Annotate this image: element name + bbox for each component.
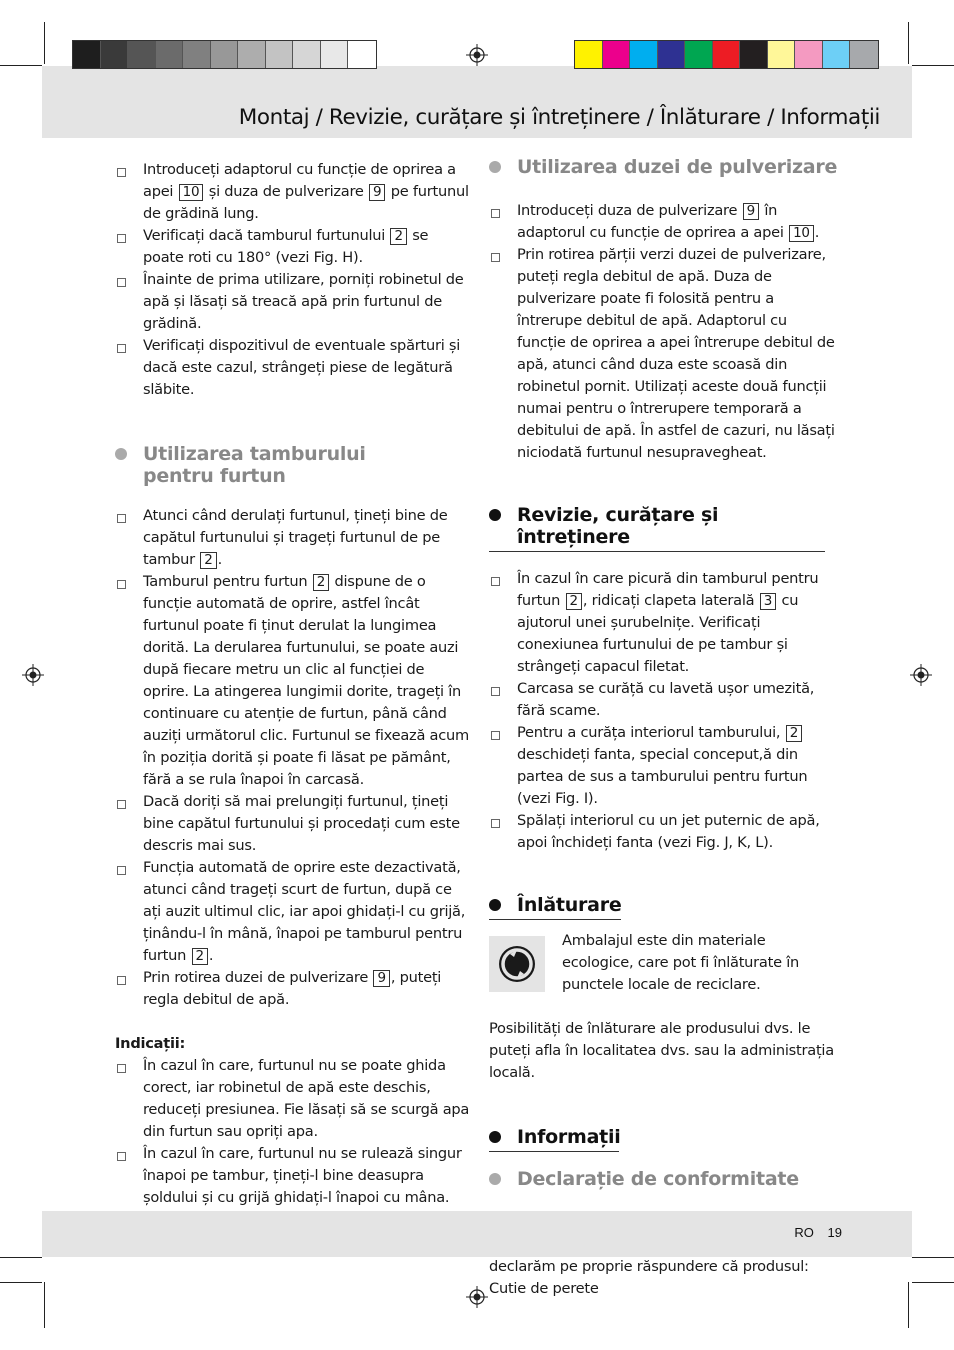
crop-mark [912,65,954,66]
page-footer [794,1225,842,1240]
section-heading-conformity: Declarație de conformitate [489,1168,839,1190]
part-number-ref: 2 [200,552,216,569]
part-number-ref: 10 [179,184,204,201]
part-number-ref: 2 [390,228,406,245]
list-item [115,1143,470,1209]
color-swatch [266,41,294,68]
disposal-block [489,930,839,996]
part-number-ref: 9 [743,203,759,220]
list-item-text: Înainte de prima utilizare, porniți robinetul de apă și lăsați să treacă apă prin furtunul de grădină. [143,271,464,332]
list-item-text: , puteți regla debitul de apă. [143,969,442,1008]
list-item-text: Introduceți duza de pulverizare [517,202,742,219]
list-item-text: Dacă doriți să mai prelungiți furtunul, țineți bine capătul furtunului și procedați cum este descris mai sus. [143,793,460,854]
list-item-text: Tamburul pentru furtun [143,573,312,590]
color-swatch [73,41,101,68]
part-number-ref: 9 [373,970,389,987]
list-item-text: Prin rotirea părții verzi duzei de pulverizare, puteți regla debitul de apă. Duza de pulverizare poate fi folosită pentru a întrerupe debitul de apă. Adaptorul cu funcție de oprirea a apei întrerupe debitul de apă, atunci când duza este scoasă din robinetul pornit. Utilizați aceste două funcții numai pentru o întrerupere temporară a debitului de apă. În astfel de cazuri, nu lăsați niciodată furtunul nesupravegheat. [517,246,835,461]
list-item [115,571,470,791]
list-item [115,269,470,335]
crop-mark [44,1282,45,1328]
list-item-text: Spălați interiorul cu un jet puternic de apă, apoi închideți fanta (vezi Fig. J, K, L). [517,812,820,851]
color-swatch [795,41,823,68]
green-dot-recycling-icon [489,936,545,992]
part-number-ref: 2 [566,593,582,610]
list-item-text: deschideți fanta, special conceput,ă din partea de sus a tamburului pentru furtun (vezi Fig. I). [517,746,808,807]
right-column [489,156,839,1300]
part-number-ref: 9 [369,184,385,201]
notes-label: Indicații: [115,1035,186,1052]
list-item [115,967,470,1011]
list-item-text: . [217,551,223,568]
list-item-text: în adaptorul cu funcție de oprirea a apei [517,202,789,241]
list-item [115,1055,470,1143]
registration-mark-icon [910,664,932,686]
list-item-text: , ridicați clapeta laterală [582,592,759,609]
list-item [115,505,470,571]
list-item [489,678,839,722]
color-swatch [183,41,211,68]
part-number-ref: 2 [786,725,802,742]
crop-mark [44,22,45,64]
color-swatch [850,41,878,68]
list-item-text: . [814,224,820,241]
list-item-text: Verificați dacă tamburul furtunului [143,227,390,244]
list-item-text: se poate roti cu 180° (vezi Fig. H). [143,227,429,266]
crop-mark [912,1282,954,1283]
color-swatch [768,41,796,68]
list-item [489,568,839,678]
notes-list [115,1055,470,1209]
list-item-text: pe furtunul de grădină lung. [143,183,469,222]
color-swatch [156,41,184,68]
list-item-text: Funcția automată de oprire este dezactivată, atunci când trageți scurt de furtun, după ce ați auzit ultimul clic, iar apoi ghidați-l cu grijă, ținându-l în mână, înapoi pe tamburul pentru furtun [143,859,466,964]
registration-mark-icon [466,44,488,66]
crop-mark [0,1257,42,1258]
list-item [489,722,839,810]
color-swatch [740,41,768,68]
list-item [115,335,470,401]
crop-mark [0,1282,42,1283]
assembly-steps-list [115,159,470,401]
color-swatch [101,41,129,68]
crop-mark [0,65,42,66]
page-title: Montaj / Revizie, curățare și întreținere / Înlăturare / Informații [238,105,880,130]
list-item-text: cu ajutorul unei șurubelnițe. Verificați conexiunea furtunului de pe tambur și strângeți capacul filetat. [517,592,799,675]
crop-mark [908,22,909,64]
maintenance-list [489,568,839,854]
hose-reel-list [115,505,470,1011]
part-number-ref: 10 [789,225,814,242]
list-item [489,810,839,854]
color-swatch [658,41,686,68]
list-item-text: Carcasa se curăță cu lavetă ușor umezită, fără scame. [517,680,815,719]
section-heading-spray-nozzle: Utilizarea duzei de pulverizare [489,156,839,178]
list-item-text: Introduceți adaptorul cu funcție de oprirea a apei [143,161,456,200]
crop-mark [912,1257,954,1258]
conformity-paragraph: declarăm pe proprie răspundere că produsul: Cutie de perete [489,1258,809,1297]
color-swatch [238,41,266,68]
left-column [115,159,470,1209]
list-item-text: Verificați dispozitivul de eventuale spărturi și dacă este cazul, strângeți piese de legătură slăbite. [143,337,461,398]
color-swatch [603,41,631,68]
color-swatch [321,41,349,68]
list-item-text: dispune de o funcție automată de oprire, astfel încât furtunul poate fi ținut derulat la lungimea dorită. La derularea furtunului, se poate auzi după fiecare metru un clic al funcției de oprire. La atingerea lungimii dorite, trageți în continuare cu atenție de furtun, până când auziți următorul clic. Furtunul se fixează acum în poziția dorită și poate fi lăsat pe pământ, fără a se rula înapoi în carcasă. [143,573,469,788]
part-number-ref: 2 [313,574,329,591]
section-heading-hose-reel: Utilizarea tamburului pentru furtun [115,443,415,487]
color-swatch [713,41,741,68]
section-heading-disposal: Înlăturare [489,894,839,916]
disposal-packaging-text: Ambalajul este din materiale ecologice, care pot fi înlăturate în punctele locale de reciclare. [562,932,800,993]
color-swatch [293,41,321,68]
list-item [115,159,470,225]
spray-nozzle-list [489,200,839,464]
list-item [115,791,470,857]
process-color-bar [574,40,879,69]
list-item-text: În cazul în care picură din tamburul pentru furtun [517,570,819,609]
color-swatch [575,41,603,68]
registration-mark-icon [22,664,44,686]
color-swatch [630,41,658,68]
crop-mark [908,1282,909,1328]
registration-mark-icon [466,1286,488,1308]
color-swatch [685,41,713,68]
section-heading-info: Informații [489,1126,839,1148]
list-item [489,200,839,244]
footer-band [42,1211,912,1257]
disposal-paragraph: Posibilități de înlăturare ale produsului dvs. le puteți afla în localitatea dvs. sau la administrația locală. [489,1020,834,1081]
list-item-text: Prin rotirea duzei de pulverizare [143,969,373,986]
part-number-ref: 2 [192,948,208,965]
list-item [489,244,839,464]
color-swatch [211,41,239,68]
list-item-text: Pentru a curăța interiorul tamburului, [517,724,785,741]
list-item [115,225,470,269]
list-item-text: În cazul în care, furtunul nu se poate ghida corect, iar robinetul de apă este deschis, reduceți presiunea. Fie lăsați să se scurgă apa din furtun sau opriți apa. [143,1057,470,1140]
page-number: 19 [827,1225,842,1240]
list-item-text: și duza de pulverizare [204,183,369,200]
list-item-text: În cazul în care, furtunul nu se rulează singur înapoi pe tambur, țineți-l bine deasupra șoldului și cu grijă ghidați-l înapoi cu mâna. [143,1145,462,1206]
list-item-text: . [208,947,214,964]
language-code: RO [794,1225,814,1240]
list-item [115,857,470,967]
color-swatch [823,41,851,68]
color-swatch [128,41,156,68]
color-swatch [348,41,376,68]
gray-color-bar [72,40,377,69]
part-number-ref: 3 [760,593,776,610]
section-heading-maintenance: Revizie, curățare și întreținere [489,504,839,548]
list-item-text: Atunci când derulați furtunul, țineți bine de capătul furtunului și trageți furtunul de pe tambur [143,507,448,568]
